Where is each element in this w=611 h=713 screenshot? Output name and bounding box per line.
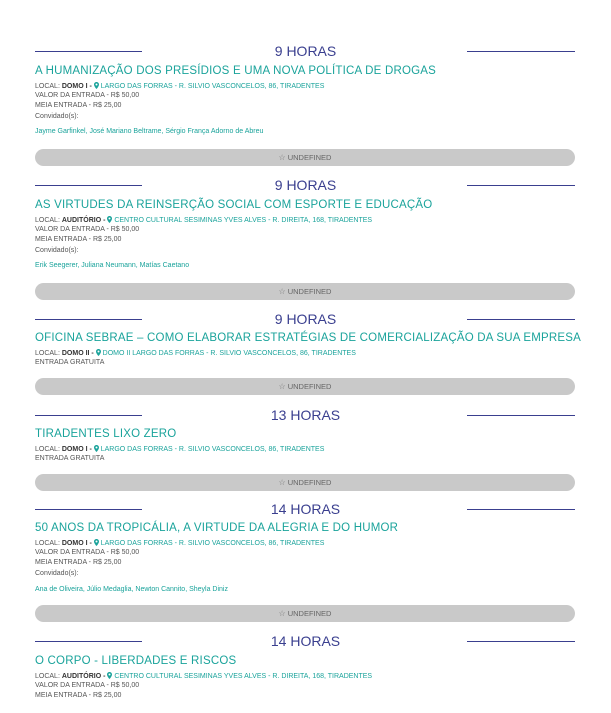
- local-label: LOCAL:: [35, 217, 60, 224]
- local-name: DOMO II -: [61, 350, 94, 357]
- time-header: [0, 40, 611, 62]
- location-address[interactable]: LARGO DAS FORRAS - R. SILVIO VASCONCELOS, 86, TIRADENTES: [100, 540, 325, 547]
- event-time: 14 HORAS: [270, 501, 341, 517]
- local-label: LOCAL:: [35, 350, 60, 357]
- event-item: [0, 404, 611, 487]
- map-pin-icon: [94, 82, 99, 89]
- map-pin-icon: [94, 539, 99, 546]
- event-item: [0, 174, 611, 296]
- local-label: LOCAL:: [35, 446, 60, 453]
- time-header: [0, 174, 611, 196]
- event-title[interactable]: TIRADENTES LIXO ZERO: [35, 428, 177, 440]
- divider: [467, 185, 575, 186]
- event-location: [35, 539, 324, 547]
- price-half: MEIA ENTRADA - R$ 25,00: [35, 559, 122, 566]
- map-pin-icon: [96, 349, 101, 356]
- time-header: [0, 630, 611, 652]
- map-pin-icon: [94, 445, 99, 452]
- event-item: [0, 498, 611, 618]
- event-item: [0, 308, 611, 391]
- price-full: VALOR DA ENTRADA - R$ 50,00: [35, 549, 140, 556]
- local-label: LOCAL:: [35, 83, 60, 90]
- divider: [467, 641, 575, 642]
- event-title[interactable]: OFICINA SEBRAE – COMO ELABORAR ESTRATÉGIAS DE COMERCIALIZAÇÃO DA SUA EMPRESA: [35, 332, 582, 344]
- button-label: UNDEFINED: [287, 153, 332, 162]
- event-location: [35, 216, 372, 224]
- star-icon: ☆: [278, 382, 286, 391]
- price-full: VALOR DA ENTRADA - R$ 50,00: [35, 92, 140, 99]
- event-item: [0, 40, 611, 162]
- map-pin-icon: [107, 216, 112, 223]
- price-half: MEIA ENTRADA - R$ 25,00: [35, 692, 122, 699]
- guests-label: Convidado(s):: [35, 247, 79, 254]
- entry-free: ENTRADA GRATUITA: [35, 359, 105, 366]
- divider: [467, 415, 575, 416]
- price-full: VALOR DA ENTRADA - R$ 50,00: [35, 682, 140, 689]
- divider: [467, 509, 575, 510]
- location-address[interactable]: CENTRO CULTURAL SESIMINAS YVES ALVES - R. DIREITA, 168, TIRADENTES: [114, 673, 373, 680]
- map-pin-icon: [107, 672, 112, 679]
- event-location: [35, 445, 324, 453]
- undefined-button[interactable]: [35, 378, 575, 395]
- local-name: AUDITÓRIO -: [61, 673, 106, 680]
- star-icon: ☆: [278, 478, 286, 487]
- location-address[interactable]: LARGO DAS FORRAS - R. SILVIO VASCONCELOS, 86, TIRADENTES: [100, 446, 325, 453]
- event-time: 14 HORAS: [270, 633, 341, 649]
- location-address[interactable]: LARGO DAS FORRAS - R. SILVIO VASCONCELOS, 86, TIRADENTES: [100, 83, 325, 90]
- divider: [467, 51, 575, 52]
- event-title[interactable]: A HUMANIZAÇÃO DOS PRESÍDIOS E UMA NOVA POLÍTICA DE DROGAS: [35, 65, 436, 77]
- time-header: [0, 404, 611, 426]
- entry-free: ENTRADA GRATUITA: [35, 455, 105, 462]
- event-time: 9 HORAS: [274, 311, 337, 327]
- event-title[interactable]: 50 ANOS DA TROPICÁLIA, A VIRTUDE DA ALEGRIA E DO HUMOR: [35, 522, 399, 534]
- time-header: [0, 498, 611, 520]
- event-time: 9 HORAS: [274, 43, 337, 59]
- time-header: [0, 308, 611, 330]
- star-icon: ☆: [278, 287, 286, 296]
- guests-list: Ana de Oliveira, Júlio Medaglia, Newton Cannito, Sheyla Diniz: [35, 586, 228, 593]
- star-icon: ☆: [278, 609, 286, 618]
- button-label: UNDEFINED: [287, 478, 332, 487]
- guests-label: Convidado(s):: [35, 113, 79, 120]
- button-label: UNDEFINED: [287, 609, 332, 618]
- local-label: LOCAL:: [35, 540, 60, 547]
- price-half: MEIA ENTRADA - R$ 25,00: [35, 102, 122, 109]
- location-address[interactable]: CENTRO CULTURAL SESIMINAS YVES ALVES - R. DIREITA, 168, TIRADENTES: [114, 217, 373, 224]
- event-location: [35, 349, 356, 357]
- button-label: UNDEFINED: [287, 287, 332, 296]
- guests-list: Erik Seegerer, Juliana Neumann, Matías Caetano: [35, 262, 190, 269]
- star-icon: ☆: [278, 153, 286, 162]
- divider: [467, 319, 575, 320]
- event-location: [35, 82, 324, 90]
- event-title[interactable]: O CORPO - LIBERDADES E RISCOS: [35, 655, 237, 667]
- event-time: 13 HORAS: [270, 407, 341, 423]
- event-item: [0, 630, 611, 699]
- local-name: DOMO I -: [61, 540, 92, 547]
- price-full: VALOR DA ENTRADA - R$ 50,00: [35, 226, 140, 233]
- undefined-button[interactable]: [35, 149, 575, 166]
- button-label: UNDEFINED: [287, 382, 332, 391]
- event-location: [35, 672, 372, 680]
- undefined-button[interactable]: [35, 474, 575, 491]
- guests-label: Convidado(s):: [35, 570, 79, 577]
- undefined-button[interactable]: [35, 283, 575, 300]
- location-address[interactable]: DOMO II LARGO DAS FORRAS - R. SILVIO VASCONCELOS, 86, TIRADENTES: [102, 350, 356, 357]
- local-name: DOMO I -: [61, 446, 92, 453]
- event-time: 9 HORAS: [274, 177, 337, 193]
- guests-list: Jayme Garfinkel, José Mariano Beltrame, Sérgio França Adorno de Abreu: [35, 128, 264, 135]
- local-label: LOCAL:: [35, 673, 60, 680]
- event-title[interactable]: AS VIRTUDES DA REINSERÇÃO SOCIAL COM ESPORTE E EDUCAÇÃO: [35, 199, 433, 211]
- undefined-button[interactable]: [35, 605, 575, 622]
- local-name: DOMO I -: [61, 83, 92, 90]
- price-half: MEIA ENTRADA - R$ 25,00: [35, 236, 122, 243]
- local-name: AUDITÓRIO -: [61, 217, 106, 224]
